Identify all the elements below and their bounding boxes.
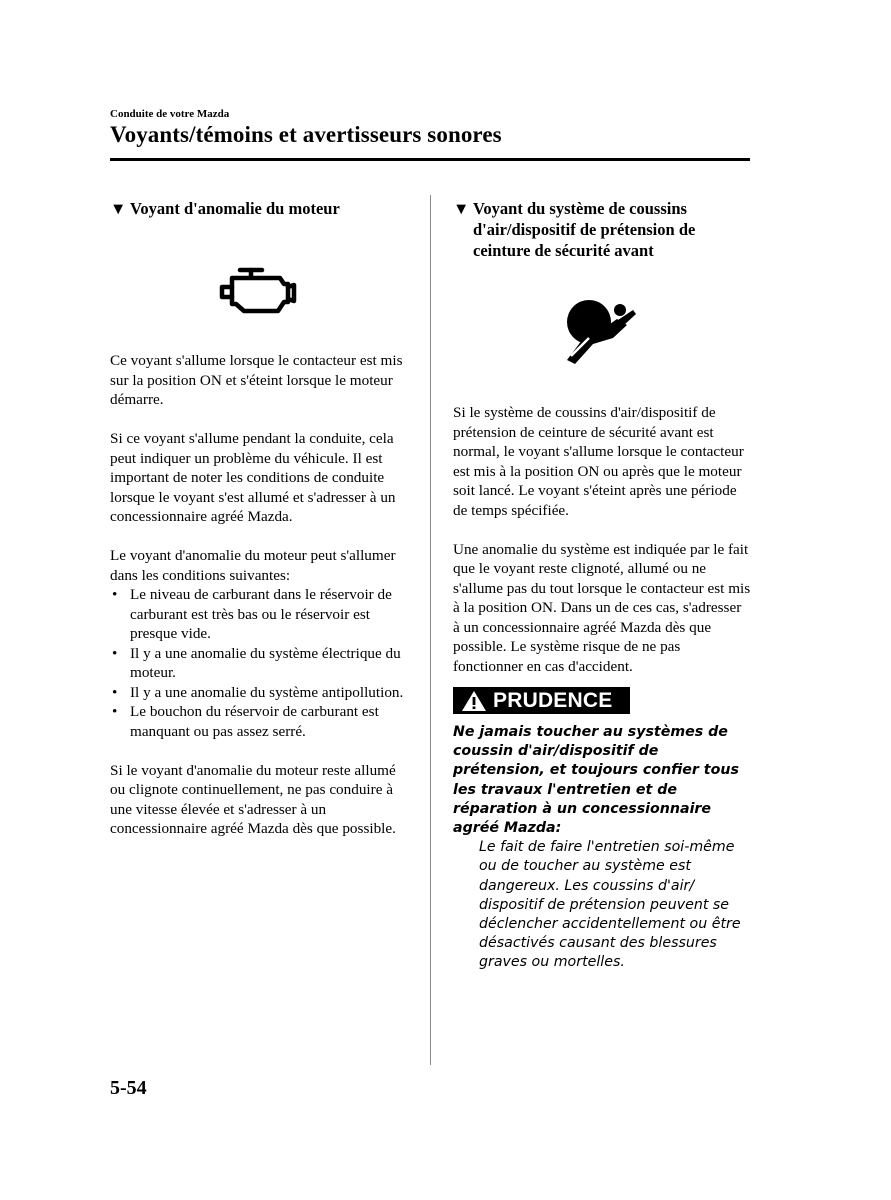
warning-triangle-icon bbox=[461, 690, 487, 712]
caution-strong-text: Ne jamais toucher au systèmes de coussin d'air/dispositif de prétension, et toujours confier tous les travaux l'entretien et de réparation à un concessionnaire agréé Mazda: bbox=[453, 724, 739, 837]
list-item bbox=[110, 644, 410, 683]
caution-label: PRUDENCE bbox=[493, 688, 613, 712]
engine-warning-heading bbox=[110, 198, 410, 219]
right-column bbox=[453, 198, 751, 973]
engine-paragraph-4: Si le voyant d'anomalie du moteur reste allumé ou clignote continuellement, ne pas conduire à une vitesse élevée et s'adresser à un concessionnaire agréé Mazda dès que possible. bbox=[110, 761, 396, 837]
engine-conditions-list bbox=[110, 585, 410, 741]
page-number: 5-54 bbox=[110, 1077, 147, 1099]
list-item-text: Il y a une anomalie du système antipollution. bbox=[130, 683, 404, 701]
airbag-icon-graphic bbox=[563, 298, 639, 366]
title-rule bbox=[110, 158, 750, 161]
list-item bbox=[110, 585, 410, 644]
check-engine-icon bbox=[218, 266, 410, 318]
caution-body-text: Le fait de faire l'entretien soi-même ou de toucher au système est dangereux. Les coussins d'air/ dispositif de prétension peuvent se déclencher accidentellement ou être désactivés causant des blessures graves ou mortelles. bbox=[479, 839, 741, 971]
list-item-text: Le niveau de carburant dans le réservoir de carburant est très bas ou le réservoir est presque vide. bbox=[130, 586, 392, 642]
engine-paragraph-3: Le voyant d'anomalie du moteur peut s'allumer dans les conditions suivantes: bbox=[110, 547, 396, 584]
left-column bbox=[110, 198, 410, 839]
section-label: Conduite de votre Mazda bbox=[110, 108, 230, 120]
airbag-paragraph-2: Une anomalie du système est indiquée par le fait que le voyant reste clignoté, allumé ou ne s'allume pas du tout lorsque le contacteur est mis à la position ON. Dans un de ces cas, s'adresser à un concessionnaire agréé Mazda dès que possible. Le système risque de ne pas fonctionner en cas d'accident. bbox=[453, 540, 751, 675]
list-item bbox=[110, 702, 410, 741]
airbag-icon bbox=[563, 298, 751, 366]
engine-warning-heading-text: Voyant d'anomalie du moteur bbox=[130, 199, 340, 218]
caution-box bbox=[453, 687, 751, 973]
bullet-dot: • bbox=[112, 644, 118, 662]
list-item-text: Il y a une anomalie du système électrique du moteur. bbox=[130, 644, 401, 681]
section-marker: ▼ bbox=[453, 199, 470, 218]
airbag-warning-heading bbox=[453, 198, 751, 261]
bullet-dot: • bbox=[112, 703, 118, 720]
caution-text bbox=[453, 723, 751, 973]
check-engine-icon-graphic bbox=[218, 266, 298, 318]
bullet-dot: • bbox=[112, 586, 118, 603]
list-item bbox=[110, 683, 410, 703]
engine-paragraph-1: Ce voyant s'allume lorsque le contacteur est mis sur la position ON et s'éteint lorsque le moteur démarre. bbox=[110, 352, 403, 408]
airbag-warning-heading-text: Voyant du système de coussins d'air/dispositif de prétension de ceinture de sécurité avant bbox=[473, 199, 696, 260]
page-title: Voyants/témoins et avertisseurs sonores bbox=[110, 122, 502, 147]
section-marker: ▼ bbox=[110, 199, 127, 218]
column-divider bbox=[430, 195, 431, 1065]
bullet-dot: • bbox=[112, 683, 118, 701]
caution-badge bbox=[453, 687, 630, 714]
list-item-text: Le bouchon du réservoir de carburant est manquant ou pas assez serré. bbox=[130, 703, 379, 740]
engine-paragraph-2: Si ce voyant s'allume pendant la conduite, cela peut indiquer un problème du véhicule. Il est important de noter les conditions de conduite lorsque le voyant s'est allumé et s'adresser à un concessionnaire agréé Mazda. bbox=[110, 430, 396, 525]
airbag-paragraph-1: Si le système de coussins d'air/dispositif de prétension de ceinture de sécurité avant est normal, le voyant s'allume lorsque le contacteur est mis à la position ON ou après que le moteur soit lancé. Le voyant s'éteint après une période de temps spécifiée. bbox=[453, 404, 744, 519]
